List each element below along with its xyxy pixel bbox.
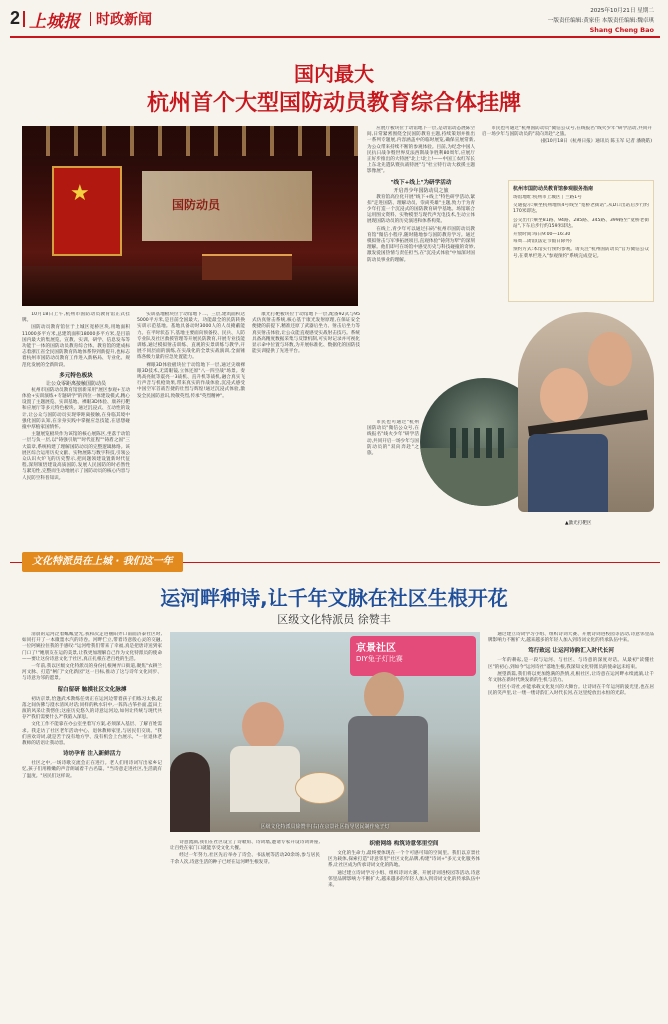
hall-floor [22,266,358,306]
newspaper-logo: 上城报 [29,12,80,32]
top-para: 市民也可通过"杭州国防动员"微信公众号,在线报名"线火少年"研学活动,共同开启一场少年与国防动员的"双向奔赴"之旅。 [367,420,419,457]
lantern-workshop-photo [170,632,480,832]
child-left [170,752,210,832]
page-header [10,6,660,42]
bottom-photo-caption: 区级文化特派员徐赞丰(右)在京景社区指导居民制作兔子灯 [260,824,390,830]
top-headline: 杭州首个大型国防动员教育综合体挂牌 [146,91,521,116]
bottom-para: 社区小诗社,亦能承载文化复兴的大舞台。让诗词在千年运河的波光里,也在居民的笑声里,让一缕一缕诗韵汇入时代长河,在这里绽放出永恒的光彩。 [488,685,654,697]
bottom-subhead: 留白留研 触摸社区文化脉搏 [57,686,127,693]
top-subhead-2: 让公众零距离接触国防动员 [45,380,106,387]
top-para: 裸眼3D体验板块位于动馆地下一层,通过尖端裸眼3D技术,无需眼镜,立体还原"八一四空战"场景。奏鸣高亮航等震亮一3战机、直升机等战机,融合真实飞行声音与机枪效果,带来真实的作战体验,沉浸式感受中国空军首战告捷的壮烈与辉煌!通过沉浸式体验,激发全民国防意识,致敬英烈,传承"英烈精神"。 [137,362,245,399]
elder-head [242,702,284,750]
bottom-subhead: 诗坊孕育 注入新鲜活力 [63,751,121,758]
top-kicker: 国内最大 [294,62,374,86]
bottom-para: 一年的耕耘,是一段与运河、与社区、与诗意的深度对话。从最初"读懂社区"的初心,到如今"运河诗社"落地生根,我深知文化特派员的使命远未结束。 [488,658,654,670]
hall-display-case [202,254,292,280]
top-para: 应展厅板块位于动馆地下一层,是动馆动态展陈空间,日常紧密围绕全民国防教育主题,持续策划并推出一系列专题展,内容涵盖中的临时展览,确保宣展常新,为公众带来持续不断的参观体验。目前,为纪念中国人民抗日战争暨世界反法西斯战争胜利80周年,应展厅正好步推出的大特展"北上!北上!——中国工农红军长上东北先遣队暨抗战特展"与"杜立特行动大救援主题影像展"。 [367,126,475,175]
boy-face [540,368,588,424]
info-line: 开放时间:每日9:00—16:30 [513,232,571,238]
bottom-para: 清晨的运河泛着粼粼金光,我和次走进丽阳弄口南面济泰社区时,如同打开了一本微墨水汽的诗卷。河畔伫立,带着诗意般心灵的交融,一位阿姨拉住我的手感叹:"运河给我们带来了幸福,真是把唐诗送到家门口了!"她朋友在运的美景,让我更加理解自己作为文化特派员的使命——要让这份诗意文化于社区,真正扎根在老百姓的生活。 [22,632,162,662]
section-divider [90,12,91,26]
community-sign-text: 京景社区 [356,643,396,654]
top-subhead: "线下+线上"为研学活动 [390,179,452,186]
community-sign [350,636,476,676]
hall-ceiling-lights [22,126,358,156]
info-line: 预约方式:本馆实行预约参观。请关注"杭州国防动员"官方微信公众号,在菜单栏进入"参观预约"系统完成登记。 [513,247,649,259]
bottom-headline: 运河畔种诗,让千年文脉在社区生根开花 [160,586,508,610]
elder-resident [230,702,300,812]
top-para: 市民也可通过"杭州国防动员"微信公众号,在线报名"线火少年"研学活动,共同开启一场少年与国防动员的"双向奔赴"之旅。 [482,126,652,138]
top-byline: (据10月18日《杭州日报》通讯员 陈玉军 记者 潘晓皓) [540,139,652,145]
elder-body [230,746,300,812]
top-para: 实训基地板块位于动馆地下二、三层,建筑面积达5000平方米,是目前全国最大、功能最全的民防转换实训示范基地。基地具备动时3000人的人员掩蔽能力。在平时状态下,基地主要面向预备役、民兵、人防专业队及社区救援管理等开展民防教育,开展专业技能训练,通过模拟射击训练、直观的实景训练与教学,开展不同层面的演练,在实战化的全景实战演训,全面锤炼各级力量的应急处置能力。 [137,312,245,361]
bottom-col-1 [22,632,162,1010]
header-rule [10,36,660,38]
boy-body [528,434,608,512]
bottom-para: 通过建立诗词学习小组、组织诗词大赛、开展诗词进校园等活动,诗意邻里品牌影响力不断扩大,越来越多的年轻人加入到诗词文化的传承队伍中来。 [328,870,480,889]
bottom-para: 诗意流淌,我们在社区设立了诗歌角、诗词墙,邀请专家开设诗词讲座,让百姓在家门口就能享受文化大餐。 [170,840,320,852]
caption-marker: ▲ [565,521,569,526]
bottom-subhead: 笃行致远 让运河诗韵汇入时代长河 [528,648,614,655]
exhibition-hall-photo [22,126,358,306]
top-para: 在线上,青少年可以通过扫码"杭州市国防动员教育馆"微信小程序,随时随地参与国防教育学习。通过模拟射击与军事拓展项目,直观体验"铸剑为犁"的深刻理解。他们即可在场馆中感受历史与科技碰撞的奇妙,激发爱国热情与责任担当,在"沉浸式体验"中加深对国防动员事业的理解。 [367,226,475,263]
page-number: 2 [10,8,21,28]
info-line: 交通提示:乘坐杭州地铁4号线至"宽桥老街站",从D口出站后步行约170米即达。 [513,203,649,215]
bottom-para: 社区之中,一场诗歌交流会正在进行。老人们用诗词写出家乡记忆,孩子们用稚嫩的声音朗诵着千古名篇。"当诗意走进社区,生活就有了温度。"居民们这样说。 [22,761,162,779]
editors: 一版责任编辑:黄家佳 本版责任编辑:魏卓琪 [547,18,654,24]
header-pinyin: Shang Cheng Bao [589,26,654,34]
top-para: 国防动员教育馆位于上城区宽桥区块,用地面积11000多平方米,总建筑面积18000多平方米,是目前国内最大的集展览、宣教、实训、研学、信息发布等功能于一体的国防动员教育综合体。教育馆的建成标志着浙江省全民国防教育阵地体系得到新提升,也标志着杭州市国防动员教育工作进入新格局、专业化、规范化发展的全新阶段。 [22,325,130,368]
specialist-body [348,716,428,822]
bottom-para: 初访京景,恰逢武术教练任勇正在运河边带着孩子们练习太极,起落之间仿佛与澄水清风对话;同样的秋水轩中,一阵阵古筝扑面,蓝田上演的风采让我愣住;这座历史悠久的诗意运河边,如何让传统与现代共存?"我们需要什么?"我陷入深思。 [22,696,162,721]
bottom-col-3 [328,840,480,1010]
section-banner [22,552,183,572]
top-col-3 [252,312,360,560]
hall-label: 国防动员 [172,198,221,212]
rabbit-lantern [295,772,345,804]
bottom-para: 通过建立诗词学习小组、组织诗词大赛、开展诗词进校园等活动,诗意邻里品牌影响力不断扩大,越来越多的年轻人加入到诗词文化的传承队伍中来。 [488,632,654,644]
bottom-para: 一年前,我以区级文化特派员的身份扎根闸弄口街道,聚焦"农耕兰河文脉、打造"闸门"文化新园"这一目标,推动了这与诗年文化同步、与诗意为邻的愿景。 [22,664,162,682]
bottom-para: 展望新篇,我们将以更加饱满的热情,扎根社区,让诗意在运河畔永续流淌,让千年文脉在新时代焕发新的生机与活力。 [488,671,654,684]
top-subhead-2: 开启青少年国防动员之旅 [393,187,449,194]
info-line: 公交出行:乘坐81路、94路、285路、345路、399路至"宽桥老街站",下车后步行约159米即达。 [513,217,649,229]
visitor-info-box [508,180,654,302]
laser-caption-text: 激光打靶区 [568,521,592,526]
page-number-bar [23,11,25,27]
info-line: 每周二闭馆(法定节假日除外) [513,239,572,245]
adult-face [588,332,632,386]
specialist-standing [340,672,430,822]
top-col-1 [22,312,130,560]
top-para: 杭州市国防动员教育馆创新采用"展区参观+互动体验+实训演练+专题研学"的四位一体建设模式,精心设置了主题展览、实训基地、裸眼3D体验、康养打靶和应展厅等多元特色板块。通过沉浸式、互动性的设计,让公众与国防动员实现零距离接触,在身临其境中强化国防认知,在亲身实践中掌握应急技能,在思想碰撞中厚植家国情怀。 [22,387,130,431]
top-para: 康光打靶板块位于动馆地下一层,配备92式与95式仿真射击系统,核心基于康光发射原理,在保证安全便捷的前提下,精准还原了武器后坐力、射击后坐力等真实射击体验,让公众能直观感受实战射击技巧。系统具备高精度数据采集与反馈机制,可实时记录并可视化显示命中位置与环数,为开展标准化、数据化的国防技能实训提供了先进平台。 [252,312,360,355]
top-para: 教育馆高位化开展"线下+线上"特色研学活动,紧扣"走进国防、理解动员、崇尚英雄"主题,致力于为青少年打造一个沉浸式的国防教育研学基地。场馆联合运用图文资料、实物模型与现代声光电技术,生动立体展现国防动员的历史演进和体系构架。 [367,194,475,225]
info-box-title: 杭州市国防动员教育馆参观服务指南 [513,186,594,192]
specialist-head [364,672,404,720]
community-sign-subtext: DIY兔子灯比赛 [356,655,403,663]
range-figures [450,428,510,458]
info-line: 场馆地址:杭州市上城区丁兰路1号 [513,195,582,200]
boy-with-rifle-photo [518,312,654,512]
top-para: 主题展览板块作为该馆的核心展陈区,坐落于动馆一层与负一层,以"铸强引航""时代征程""铸盾之固"三大篇章,系统构建了理解国防动员的完整逻辑脉络。该展区综合运用历史文献、实物展陈与数字科技,引领公众认识火炉飞的历史警示,把问题领建设置新时代征程,深刻领悟建设高质国防,发展人民国防的时必然性与紧迫性,完整而生动地展示了国防动员的核心内容与人民防空科普知识。 [22,432,130,481]
bottom-para: 文化的生命力,最终要体现在一个个可感可知的空间里。我们以京景社区为载体,探索打造"诗意邻里"社区文化品牌,构建"诗词+"多元文化服务体系,让社区成为传承诗词文化的阵地。 [328,851,480,869]
top-col-4 [367,126,475,416]
top-col-4b [367,420,419,560]
top-col-2 [137,312,245,560]
top-col-5 [482,126,652,176]
bottom-byline: 区级文化特派员 徐赞丰 [277,613,391,626]
bottom-para: 文化工作不能靠在办公室坐着写方案,必须深入基层、了解百姓需求。我走访了社区老年活动中心、退休教师家里,与居民们交谈。"我们喜欢诗词,就是苦于没有地方学、没有机会上台展示。"一位退休老教师的话语让我动容。 [22,722,162,747]
hall-exhibit-wall [142,171,312,241]
bottom-col-2 [170,840,320,1010]
hall-flag-wall [52,166,122,256]
photo-caption-laser [565,520,592,526]
top-subhead: 多元特色板块 [59,372,93,379]
bottom-col-4 [488,632,654,1010]
bottom-subhead: 织密网络 构筑诗意邻里空间 [369,841,439,847]
hall-flag-star: ★ [70,181,90,206]
section-name: 时政新闻 [96,12,152,28]
top-para: 10月18日上午,杭州市国防动员教育馆正式挂牌。 [22,312,130,324]
bottom-para: 经过一年努力,社区先后举办了诗会、书法展等活动20余场,参与居民千余人次,诗意生活的种子已经在运河畔生根发芽。 [170,853,320,865]
banner-text: 文化特派员在上城 · 我们这一年 [32,556,173,567]
issue-date: 2025年10月21日 星期二 [590,8,654,14]
